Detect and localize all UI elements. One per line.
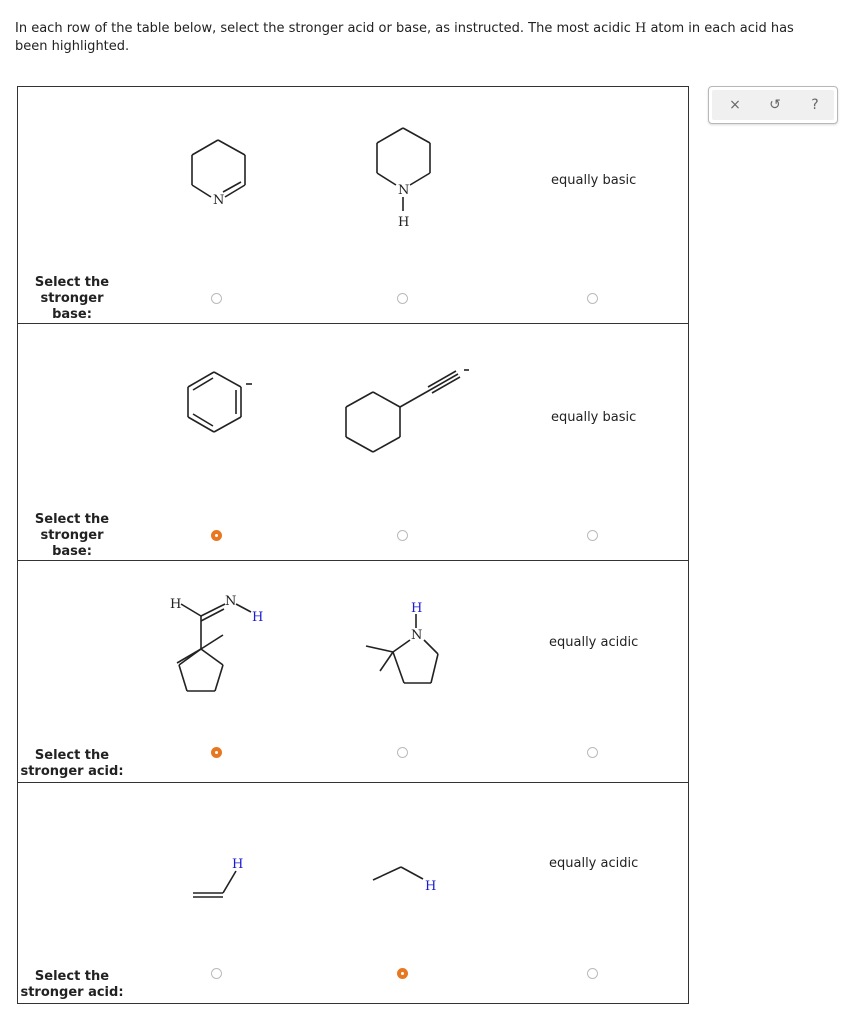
atom-label: H <box>398 215 410 230</box>
row-prompt: Select the stronger base: <box>34 512 110 559</box>
table-row <box>18 783 688 1003</box>
radio-option-a[interactable] <box>211 293 222 304</box>
radio-option-b[interactable] <box>397 530 408 541</box>
highlighted-h-atom: H <box>252 610 264 625</box>
answer-toolbar <box>708 86 838 124</box>
equal-option-label: equally acidic <box>549 856 639 871</box>
instructions-text-2: atom in each acid has been highlighted. <box>15 21 794 54</box>
radio-option-equal[interactable] <box>587 968 598 979</box>
radio-option-equal[interactable] <box>587 747 598 758</box>
molecule-dimethylpyrrolidine <box>358 597 468 717</box>
molecule-cyclohexylacetylide <box>338 364 478 474</box>
equal-option-label: equally acidic <box>549 635 639 650</box>
atom-label: N <box>411 628 423 643</box>
molecule-tetrahydropyridine <box>178 127 268 227</box>
highlighted-h-atom: H <box>232 857 244 872</box>
equal-option-label: equally basic <box>551 410 637 425</box>
toolbar-inner <box>712 90 834 120</box>
radio-option-a[interactable] <box>211 968 222 979</box>
question-table <box>17 86 689 1004</box>
molecule-ethane <box>368 853 458 903</box>
instructions <box>15 20 830 56</box>
close-icon[interactable]: × <box>729 97 741 113</box>
atom-label: H <box>170 597 182 612</box>
row-prompt: Select the stronger acid: <box>20 969 124 1000</box>
undo-icon[interactable]: ↺ <box>769 97 781 113</box>
highlighted-h-atom: H <box>411 601 423 616</box>
instructions-h-atom: H <box>634 21 647 36</box>
molecule-phenyl-anion <box>178 364 268 454</box>
radio-option-a[interactable] <box>211 747 222 758</box>
row-prompt: Select the stronger acid: <box>20 748 124 779</box>
instructions-text-1: In each row of the table below, select the stronger acid or base, as instructed. The most acidic <box>15 21 635 36</box>
radio-option-a[interactable] <box>211 530 222 541</box>
equal-option-label: equally basic <box>551 173 637 188</box>
molecule-imine <box>163 594 278 717</box>
radio-option-b[interactable] <box>397 293 408 304</box>
molecule-piperidine <box>363 123 453 233</box>
atom-label: N <box>225 594 237 609</box>
atom-label: N <box>213 193 225 208</box>
radio-option-equal[interactable] <box>587 293 598 304</box>
molecule-ethylene <box>183 853 253 913</box>
highlighted-h-atom: H <box>425 879 437 894</box>
help-icon[interactable]: ? <box>811 97 819 113</box>
table-row <box>18 324 688 561</box>
table-row <box>18 561 688 783</box>
radio-option-equal[interactable] <box>587 530 598 541</box>
radio-option-b[interactable] <box>397 747 408 758</box>
atom-label: N <box>398 183 410 198</box>
radio-option-b[interactable] <box>397 968 408 979</box>
table-row <box>18 87 688 324</box>
row-prompt: Select the stronger base: <box>34 275 110 322</box>
